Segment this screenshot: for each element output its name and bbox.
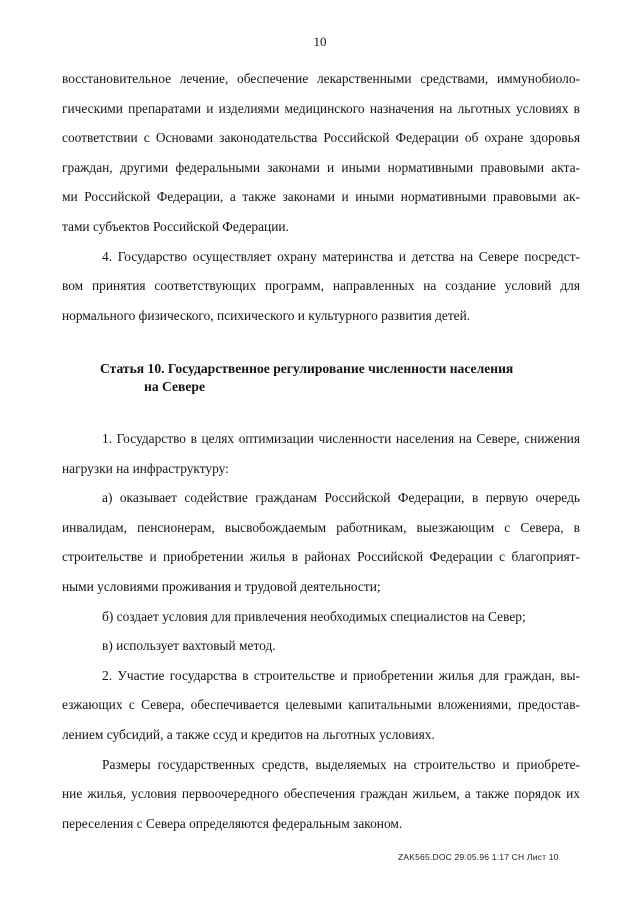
text-line: строительстве и приобретении жилья в районах Российской Федерации с благоприят- <box>62 549 580 565</box>
text-line: а) оказывает содействие гражданам Российской Федерации, в первую очередь <box>102 490 580 506</box>
article-title-line: на Севере <box>144 379 206 394</box>
paragraph-item-4 <box>62 242 580 331</box>
document-footer: ZAK565.DOC 29.05.96 1:17 CH Лист 10 <box>398 852 559 862</box>
page-number: 10 <box>313 34 327 49</box>
section-2 <box>62 661 580 750</box>
text-line: 2. Участие государства в строительстве и приобретении жилья для граждан, вы- <box>102 667 580 683</box>
text-line: вом принятия соответствующих программ, направленных на создание условий для <box>62 278 580 294</box>
section-3 <box>62 750 580 839</box>
text-line: инвалидам, пенсионерам, высвобождаемым работникам, выезжающим с Севера, в <box>62 519 580 535</box>
text-line: тами субъектов Российской Федерации. <box>62 218 289 234</box>
text-line: граждан, другими федеральными законами и иными нормативными правовыми акта- <box>62 159 580 175</box>
article-title-line: Статья 10. Государственное регулирование численности населения <box>100 361 514 376</box>
text-line: ми Российской Федерации, а также законами и иными нормативными правовыми ак- <box>62 189 580 205</box>
text-line: гическими препаратами и изделиями медицинского назначения на льготных условиях в <box>62 100 580 116</box>
text-line: б) создает условия для привлечения необходимых специалистов на Север; <box>102 608 526 624</box>
text-line: ными условиями проживания и трудовой деятельности; <box>62 578 381 594</box>
text-line: восстановительное лечение, обеспечение лекарственными средствами, иммунобиоло- <box>62 71 580 86</box>
text-line: переселения с Севера определяются федеральным законом. <box>62 815 403 831</box>
text-line: езжающих с Севера, обеспечивается целевыми капитальными вложениями, предостав- <box>62 697 580 713</box>
paragraph-continuation <box>62 64 580 242</box>
text-line: Размеры государственных средств, выделяемых на строительство и приобрете- <box>102 756 580 772</box>
text-line: 4. Государство осуществляет охрану материнства и детства на Севере посредст- <box>102 248 580 264</box>
article-body <box>62 424 580 838</box>
text-line: нормального физического, психического и культурного развития детей. <box>62 307 471 323</box>
text-line: 1. Государство в целях оптимизации численности населения на Севере, снижения <box>102 431 580 446</box>
upper-text-block <box>62 64 580 330</box>
text-line: соответствии с Основами законодательства Российской Федерации об охране здоровья <box>62 130 580 146</box>
text-line: в) использует вахтовый метод. <box>102 638 276 654</box>
section-1 <box>62 424 580 661</box>
article-heading <box>100 360 570 396</box>
text-line: ние жилья, условия первоочередного обеспечения граждан жильем, а также порядок их <box>62 786 580 802</box>
text-line: нагрузки на инфраструктуру: <box>62 460 229 476</box>
text-line: лением субсидий, а также ссуд и кредитов на льготных условиях. <box>62 726 435 742</box>
